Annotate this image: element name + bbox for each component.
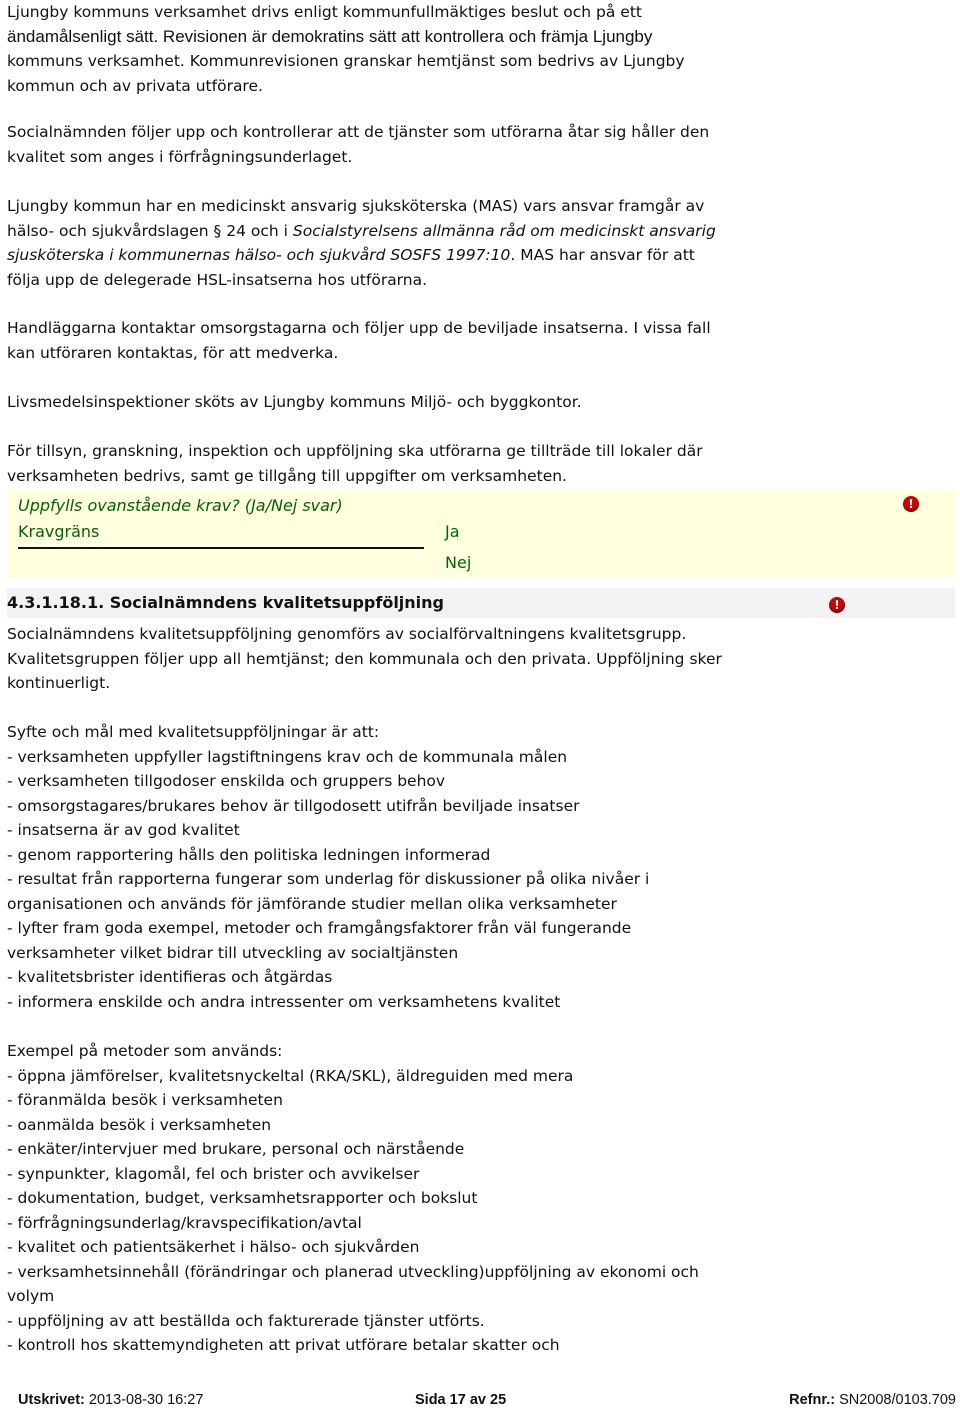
requirement-question: Uppfylls ovanstående krav? (Ja/Nej svar): [18, 496, 343, 515]
list-item: verksamheter vilket bidrar till utveckling av socialtjänsten: [7, 943, 459, 962]
list-item: - föranmälda besök i verksamheten: [7, 1091, 283, 1109]
printed-info: [18, 1391, 203, 1410]
list-item: - oanmälda besök i verksamheten: [7, 1115, 272, 1134]
paragraph-line: Kvalitetsgruppen följer upp all hemtjänst; den kommunala och den privata. Uppföljning sker: [7, 649, 722, 668]
paragraph-line: [7, 243, 716, 268]
list-item: - verksamheten tillgodoser enskilda och gruppers behov: [7, 772, 446, 790]
paragraph-line: Socialnämnden följer upp och kontrollerar att de tjänster som utförarna åtar sig håller den: [7, 123, 710, 141]
intro-line: Ljungby kommuns verksamhet drivs enligt kommunfullmäktiges beslut och på ett: [7, 3, 643, 21]
requirement-box: [7, 490, 955, 578]
intro-line: kommun och av privata utförare.: [7, 76, 263, 95]
warning-icon: !: [829, 597, 845, 613]
tillsyn-paragraph: [7, 439, 703, 488]
law-text: hälso- och sjukvårdslagen § 24 och i: [7, 221, 293, 240]
page-number: [415, 1391, 506, 1410]
page-current: 17: [449, 1392, 466, 1408]
section-title: 4.3.1.18.1. Socialnämndens kvalitetsuppföljning: [7, 593, 445, 612]
reference-number: [789, 1391, 956, 1410]
list-item: - öppna jämförelser, kvalitetsnyckeltal (RKA/SKL), äldreguiden med mera: [7, 1066, 574, 1085]
paragraph-line: Handläggarna kontaktar omsorgstagarna och följer upp de beviljade insatserna. I vissa fall: [7, 319, 711, 337]
paragraph-line: följa upp de delegerade HSL-insatserna hos utförarna.: [7, 270, 428, 289]
handlaggarna-paragraph: [7, 316, 711, 365]
exempel-list: [7, 1039, 699, 1358]
paragraph-line: [7, 219, 716, 244]
paragraph-line: Livsmedelsinspektioner sköts av Ljungby kommuns Miljö- och byggkontor.: [7, 393, 582, 411]
list-heading: Syfte och mål med kvalitetsuppföljningar är att:: [7, 723, 380, 741]
intro-line: ändamålsenligt sätt. Revisionen är demokratins sätt att kontrollera och främja Ljungby: [7, 26, 653, 46]
answer-no-option[interactable]: Nej: [445, 553, 472, 572]
sosfs-reference: sjusköterska i kommunernas hälso- och sjukvård SOSFS 1997:10: [7, 246, 511, 264]
list-item: - kvalitetsbrister identifieras och åtgärdas: [7, 968, 333, 986]
list-item: - enkäter/intervjuer med brukare, personal och närstående: [7, 1140, 465, 1158]
list-item: - kontroll hos skattemyndigheten att privat utförare betalar skatter och: [7, 1336, 560, 1354]
page-total: 25: [490, 1392, 507, 1408]
socialnamnden-paragraph: [7, 120, 709, 169]
section-header: [7, 588, 955, 618]
list-item: organisationen och används för jämförande studier mellan olika verksamheter: [7, 894, 617, 913]
page-footer: [0, 1391, 960, 1410]
list-item: - resultat från rapporterna fungerar som underlag för diskussioner på olika nivåer i: [7, 870, 650, 888]
list-item: - förfrågningsunderlag/kravspecifikation/avtal: [7, 1213, 362, 1232]
paragraph-line: Ljungby kommun har en medicinskt ansvarig sjuksköterska (MAS) vars ansvar framgår av: [7, 197, 705, 215]
paragraph-line: kontinuerligt.: [7, 674, 111, 692]
intro-paragraph: [7, 0, 685, 98]
printed-date: 2013-08-30 16:27: [88, 1392, 204, 1408]
list-heading: Exempel på metoder som används:: [7, 1042, 283, 1060]
paragraph-line: kan utföraren kontaktas, för att medverka.: [7, 343, 339, 362]
warning-icon: !: [903, 496, 919, 512]
list-item: - verksamheten uppfyller lagstiftningens krav och de kommunala målen: [7, 747, 568, 766]
list-item: - genom rapportering hålls den politiska ledningen informerad: [7, 845, 491, 864]
list-item: - dokumentation, budget, verksamhetsrapporter och bokslut: [7, 1189, 478, 1207]
list-item: - lyfter fram goda exempel, metoder och framgångsfaktorer från väl fungerande: [7, 919, 632, 937]
guideline-reference: Socialstyrelsens allmänna råd om medicinskt ansvarig: [292, 221, 716, 240]
list-item: volym: [7, 1287, 55, 1305]
paragraph-line: För tillsyn, granskning, inspektion och uppföljning ska utförarna ge tillträde till lokaler där: [7, 442, 703, 460]
list-item: - verksamhetsinnehåll (förändringar och planerad utveckling)uppföljning av ekonomi och: [7, 1262, 699, 1281]
answer-yes-option[interactable]: Ja: [445, 522, 460, 541]
ref-label: Refnr.:: [789, 1392, 836, 1408]
mas-paragraph: [7, 194, 716, 292]
page-label: Sida: [415, 1392, 446, 1408]
ref-value: SN2008/0103.709: [839, 1392, 956, 1408]
list-item: - synpunkter, klagomål, fel och brister och avvikelser: [7, 1164, 420, 1183]
paragraph-line: verksamheten bedrivs, samt ge tillgång till uppgifter om verksamheten.: [7, 466, 567, 485]
paragraph-line: Socialnämndens kvalitetsuppföljning genomförs av socialförvaltningens kvalitetsgrupp.: [7, 625, 687, 643]
livsmedel-paragraph: [7, 390, 582, 415]
paragraph-line: kvalitet som anges i förfrågningsunderlaget.: [7, 147, 353, 166]
mas-responsibility-text: . MAS har ansvar för att: [510, 246, 695, 264]
requirement-label: Kravgräns: [18, 522, 100, 541]
syfte-list: [7, 720, 649, 1014]
list-item: - omsorgstagares/brukares behov är tillgodosett utifrån beviljade insatser: [7, 796, 580, 815]
kvalitet-paragraph: [7, 622, 722, 696]
list-item: - insatserna är av god kvalitet: [7, 821, 240, 839]
list-item: - kvalitet och patientsäkerhet i hälso- och sjukvården: [7, 1238, 420, 1256]
requirement-answer-line: [18, 547, 424, 549]
page-of: av: [469, 1392, 486, 1408]
list-item: - informera enskilde och andra intressenter om verksamhetens kvalitet: [7, 992, 561, 1011]
printed-label: Utskrivet:: [18, 1392, 85, 1408]
list-item: - uppföljning av att beställda och fakturerade tjänster utförts.: [7, 1311, 485, 1330]
intro-line: kommuns verksamhet. Kommunrevisionen granskar hemtjänst som bedrivs av Ljungby: [7, 52, 685, 70]
